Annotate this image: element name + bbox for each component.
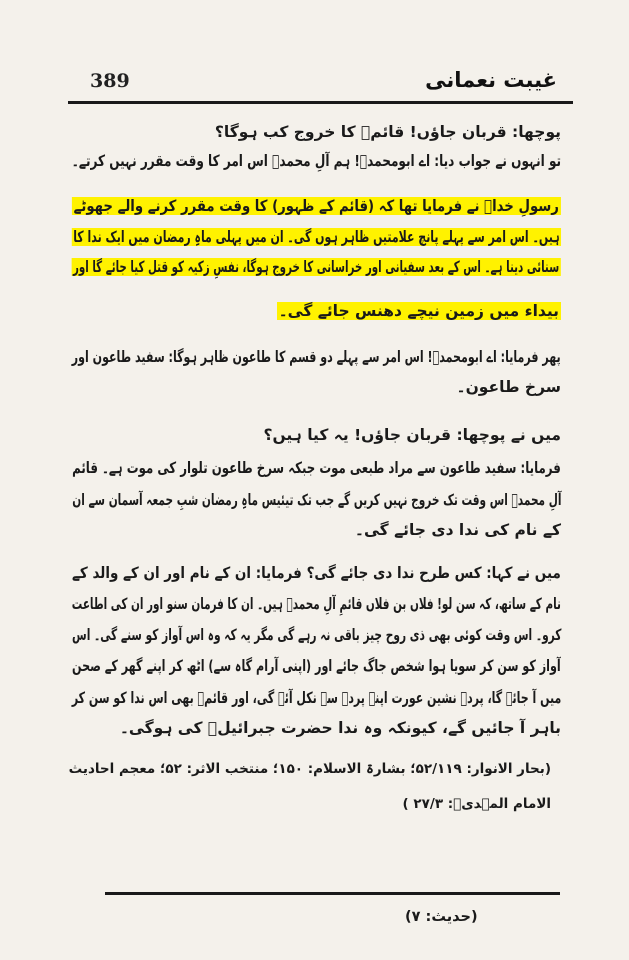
line-text: آلِ محمدؐ اس وقت تک خروج نہیں کریں گے جب تک تیئیس ماہِ رمضان شبِ جمعہ آسمان سے ان	[71, 491, 561, 509]
line-text: میں نے کہا: کس طرح ندا دی جائے گی؟ فرمایا: ان کے نام اور ان کے والد کے	[72, 564, 561, 582]
line-text: باہر آ جائیں گے، کیونکہ وہ ندا حضرت جبرائیلؑ کی ہوگی۔	[119, 719, 561, 737]
line-text: میں نے پوچھا: قربان جاؤں! یہ کیا ہیں؟	[263, 426, 561, 444]
text-line	[457, 373, 562, 401]
text-line	[72, 147, 561, 175]
header-rule	[68, 101, 573, 104]
text-line	[355, 516, 561, 544]
highlighted-text: سنائی دینا ہے۔ اس کے بعد سفیانی اور خراسانی کا خروج ہوگا، نفسِ زکیہ کو قتل کیا جائے گا اور	[73, 258, 560, 276]
highlighted-text: بیداء میں زمین نیچے دھنس جائے گی۔	[278, 302, 559, 320]
highlighted-text: ہیں۔ اس امر سے پہلے پانچ علامتیں ظاہر ہوں گی۔ ان میں پہلی ماہِ رمضان میں ایک ندا کا	[73, 228, 560, 246]
line-text: میں آ جائے گا، پردہ نشین عورت اپنے پردے سے نکل آئے گی، اور قائمؑ بھی اس ندا کو سن کر	[71, 689, 561, 707]
text-line	[72, 486, 561, 514]
text-line	[120, 714, 561, 742]
text-line	[72, 559, 561, 587]
text-line	[72, 684, 561, 712]
text-line	[72, 192, 561, 220]
book-title: غیبت نعمانی	[425, 68, 557, 92]
line-text: پوچھا: قربان جاؤں! قائمؑ کا خروج کب ہوگا؟	[214, 123, 561, 141]
text-line	[277, 297, 561, 325]
page-number: 389	[90, 70, 130, 92]
line-text: کے نام کی ندا دی جائے گی۔	[354, 521, 561, 539]
line-text: آواز کو سن کر سویا ہوا شخص جاگ جائے اور (اپنی آرام گاہ سے) اٹھ کر اپنے گھر کے صحن	[72, 657, 561, 675]
line-text: الامام المہدیؑ: ۲۷/۳ )	[402, 796, 551, 812]
text-line	[72, 652, 561, 680]
line-text: کرو۔ اس وقت کوئی بھی ذی روح چیز باقی نہ رہے گی مگر یہ کہ وہ اس آواز کو سنے گی۔ اس	[71, 626, 561, 644]
text-line	[72, 253, 561, 281]
text-line	[72, 454, 561, 482]
footer-rule	[105, 892, 560, 895]
line-text: (بحار الانوار: ۵۲/۱۱۹؛ بشارۃ الاسلام: ۱۵۰؛ منتخب الاثر: ۵۲؛ معجم احادیث	[68, 761, 551, 777]
text-line	[403, 790, 551, 818]
hadith-number: (حدیث: ۷)	[405, 909, 478, 925]
line-text: تو انہوں نے جواب دیا: اے ابومحمدؒ! ہم آلِ محمدؐ اس امر کا وقت مقرر نہیں کرتے۔	[71, 152, 561, 170]
text-line	[263, 421, 561, 449]
text-line	[72, 621, 561, 649]
text-line	[69, 755, 551, 783]
line-text: سرخ طاعون۔	[456, 378, 561, 396]
text-line	[215, 118, 561, 146]
highlighted-text: رسولِ خداؐ نے فرمایا تھا کہ (قائم کے ظہور) کا وقت مقرر کرنے والے جھوٹے	[73, 197, 560, 215]
line-text: نام کے ساتھ، کہ سن لو! فلاں بن فلاں قائمِ آلِ محمدؐ ہیں۔ ان کا فرمان سنو اور ان کی اطاعت	[71, 595, 561, 613]
text-line	[72, 223, 561, 251]
text-line	[72, 343, 561, 371]
line-text: فرمایا: سفید طاعون سے مراد طبعی موت جبکہ سرخ طاعون تلوار کی موت ہے۔ قائم	[72, 459, 561, 477]
text-line	[72, 590, 561, 618]
line-text: پھر فرمایا: اے ابومحمدؒ! اس امر سے پہلے دو قسم کا طاعون ظاہر ہوگا: سفید طاعون اور	[72, 348, 561, 366]
